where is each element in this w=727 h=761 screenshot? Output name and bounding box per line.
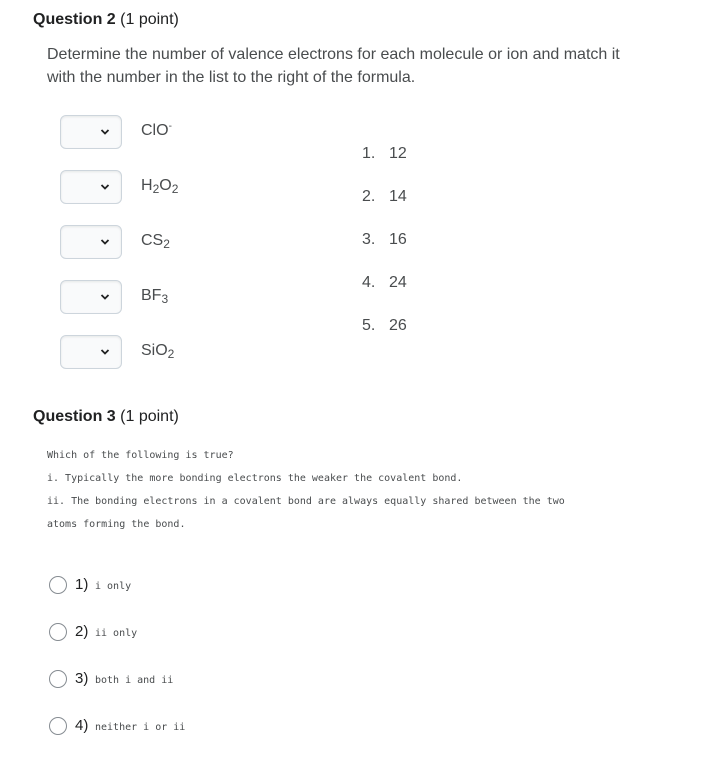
option-number: 1) — [75, 576, 89, 593]
option-label: i only — [95, 581, 132, 592]
chevron-down-icon — [100, 293, 110, 301]
answer-select-3[interactable] — [60, 225, 122, 259]
chevron-down-icon — [100, 238, 110, 246]
radio-button-4[interactable] — [49, 717, 67, 735]
choice-item-2: 2. 14 — [362, 188, 407, 205]
radio-button-3[interactable] — [49, 670, 67, 688]
question-2-points: (1 point) — [120, 11, 179, 28]
formula-2: $H_2O_2$ — [141, 177, 179, 196]
chevron-down-icon — [100, 183, 110, 191]
choice-item-4: 4. 24 — [362, 274, 407, 291]
formula-1: ClO- — [141, 121, 172, 139]
question-3-points: (1 point) — [120, 408, 179, 425]
prompt-line: Which of the following is true? — [47, 450, 234, 461]
answer-select-2[interactable] — [60, 170, 122, 204]
choice-item-5: 5. 26 — [362, 317, 407, 334]
choice-item-1: 1. 12 — [362, 145, 407, 162]
option-number: 2) — [75, 623, 89, 640]
chevron-down-icon — [100, 348, 110, 356]
answer-select-4[interactable] — [60, 280, 122, 314]
option-number: 3) — [75, 670, 89, 687]
prompt-line: ii. The bonding electrons in a covalent bond are always equally shared between the two — [47, 496, 565, 507]
prompt-line: atoms forming the bond. — [47, 519, 186, 530]
answer-select-5[interactable] — [60, 335, 122, 369]
question-2-prompt: Determine the number of valence electrons for each molecule or ion and match it with the number in the list to the right of the formula. — [47, 46, 620, 86]
option-label: ii only — [95, 628, 138, 639]
choice-item-3: 3. 16 — [362, 231, 407, 248]
answer-select-1[interactable] — [60, 115, 122, 149]
prompt-line: i. Typically the more bonding electrons the weaker the covalent bond. — [47, 473, 463, 484]
radio-button-2[interactable] — [49, 623, 67, 641]
question-3-title: Question 3 — [33, 408, 116, 425]
question-2-title: Question 2 — [33, 11, 116, 28]
option-label: neither i or ii — [95, 722, 186, 733]
radio-button-1[interactable] — [49, 576, 67, 594]
question-2-heading — [33, 11, 179, 29]
option-number: 4) — [75, 717, 89, 734]
option-label: both i and ii — [95, 675, 174, 686]
chevron-down-icon — [100, 128, 110, 136]
formula-5: SiO$_2$ — [141, 342, 175, 361]
formula-4: $BF_3$ — [141, 287, 169, 306]
question-3-heading — [33, 408, 179, 426]
formula-3: $CS_2$ — [141, 232, 170, 251]
question-3-prompt — [47, 444, 647, 536]
